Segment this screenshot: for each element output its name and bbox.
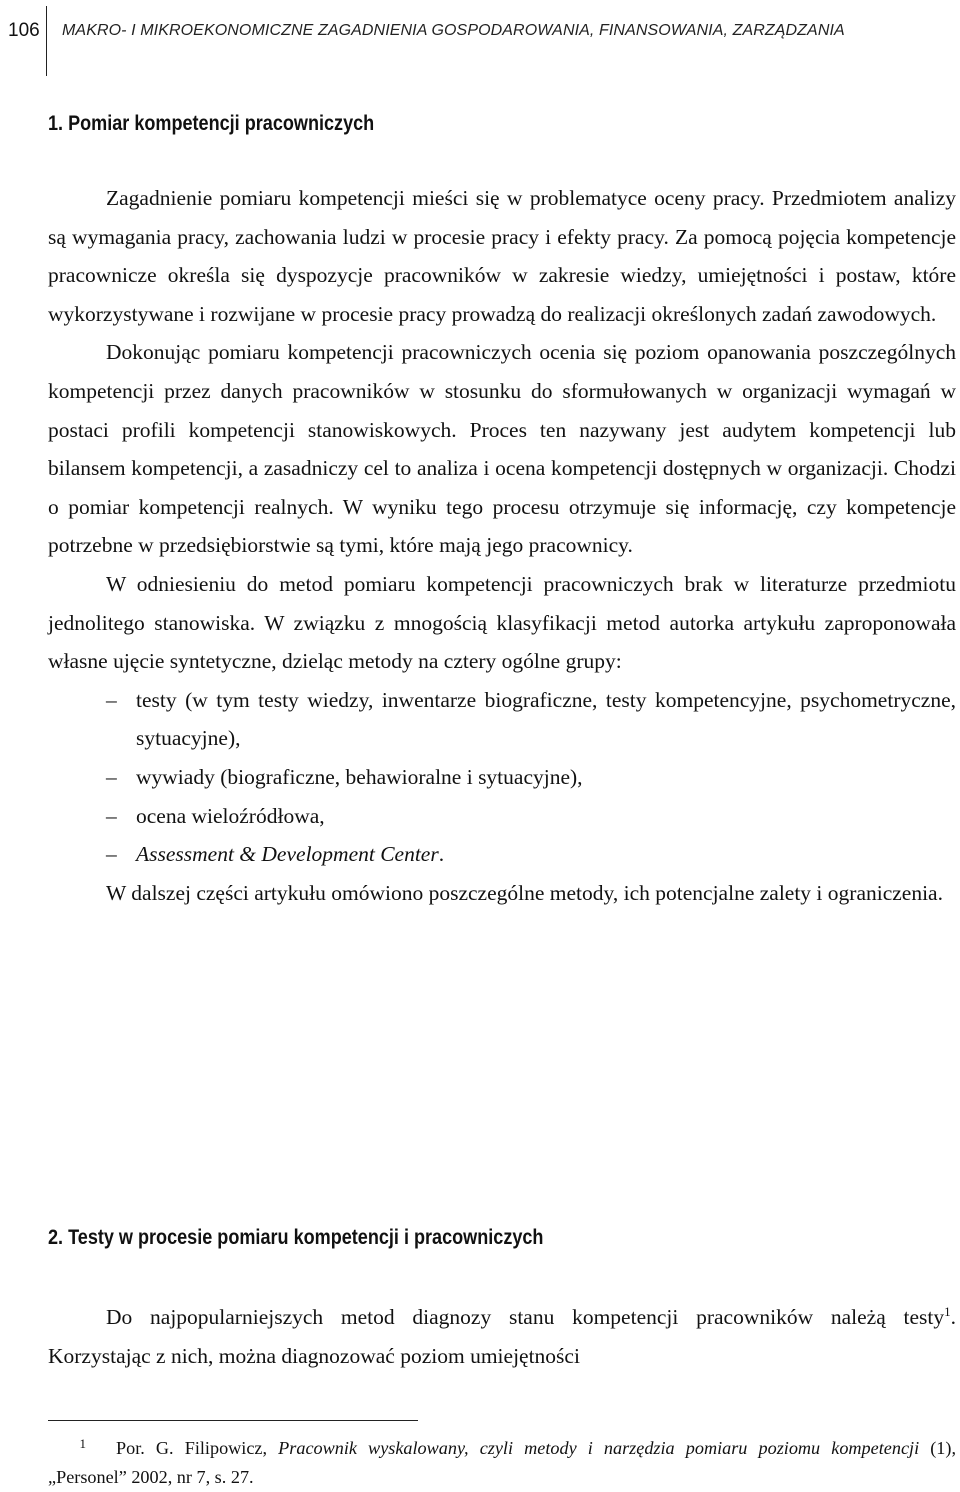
list-dash: – <box>106 842 117 867</box>
list-item <box>48 835 956 874</box>
list-dash: – <box>106 687 117 712</box>
list-item <box>48 681 956 758</box>
list-item-text: wywiady (biograficzne, behawioralne i sytuacyjne), <box>136 764 583 789</box>
list-dash: – <box>106 764 117 789</box>
method-groups-list <box>48 681 956 874</box>
page-number: 106 <box>8 20 40 41</box>
list-item <box>48 797 956 836</box>
paragraph: W odniesieniu do metod pomiaru kompetencji pracowniczych brak w literaturze przedmiotu jednolitego stanowiska. W związku z mnogością klasyfikacji metod autorka artykułu zaproponowała własne ujęcie syntetyczne, dzieląc metody na cztery ogólne grupy: <box>48 571 956 674</box>
section-1-body <box>48 179 956 912</box>
paragraph: Dokonując pomiaru kompetencji pracowniczych ocenia się poziom opanowania poszczególnych kompetencji przez danych pracowników w stosunku do sformułowanych w organizacji wymagań w postaci profili kompetencji stanowiskowych. Proces ten nazywany jest audytem kompetencji lub bilansem kompetencji, a zasadniczy cel to analiza i ocena kompetencji dostępnych w organizacji. Chodzi o pomiar kompetencji realnych. W wyniku tego procesu otrzymuje się informację, czy kompetencje potrzebne w przedsiębiorstwie są tymi, które mają jego pracownicy. <box>48 340 956 558</box>
list-item-italic-text: Assessment & Development Center <box>136 842 439 867</box>
footnote-rest: (1), „Personel” 2002, nr 7, s. 27. <box>48 1438 956 1487</box>
paragraph: Zagadnienie pomiaru kompetencji mieści się w problematyce oceny pracy. Przedmiotem analizy są wymagania pracy, zachowania ludzi w procesie pracy i efekty pracy. Za pomocą pojęcia kompetencje pracownicze określa się dyspozycje pracowników w zakresie wiedzy, umiejętności i postaw, które wykorzystywane i rozwijane w procesie pracy prowadzą do realizacji określonych zadań zawodowych. <box>48 186 956 326</box>
paragraph-text: Do najpopularniejszych metod diagnozy stanu kompetencji pracowników należą testy <box>106 1305 945 1329</box>
paragraph <box>48 1298 956 1375</box>
list-item-end: . <box>438 842 445 867</box>
footnote-prefix: Por. G. Filipowicz, <box>116 1438 279 1458</box>
footnote: 1 Por. G. Filipowicz, Pracownik wyskalowany, czyli metody i narzędzia pomiaru poziomu kompetencji (1), „Personel” 2002, nr 7, s. 27. <box>48 1436 956 1487</box>
list-item <box>48 758 956 797</box>
section-1-heading: 1. Pomiar kompetencji pracowniczych <box>48 112 375 135</box>
footnote-title: Pracownik wyskalowany, czyli metody i narzędzia pomiaru poziomu kompetencji <box>278 1438 920 1458</box>
header-divider <box>46 6 47 76</box>
paragraph-text: . Korzystając z nich, można diagnozować poziom umiejętności <box>48 1305 956 1368</box>
footnote-divider <box>48 1420 418 1421</box>
section-2-body <box>48 1298 956 1375</box>
footnote-reference[interactable]: 1 <box>944 1304 951 1319</box>
running-title: MAKRO- I MIKROEKONOMICZNE ZAGADNIENIA GOSPODAROWANIA, FINANSOWANIA, ZARZĄDZANIA <box>62 22 845 39</box>
section-2-heading: 2. Testy w procesie pomiaru kompetencji i pracowniczych <box>48 1226 544 1249</box>
paragraph: W dalszej części artykułu omówiono poszczególne metody, ich potencjalne zalety i ograniczenia. <box>106 880 943 905</box>
list-item-text: ocena wieloźródłowa, <box>136 803 325 828</box>
list-dash: – <box>106 803 117 828</box>
list-item-text: testy (w tym testy wiedzy, inwentarze biograficzne, testy kompetencyjne, psychometryczne, sytuacyjne), <box>136 687 956 751</box>
